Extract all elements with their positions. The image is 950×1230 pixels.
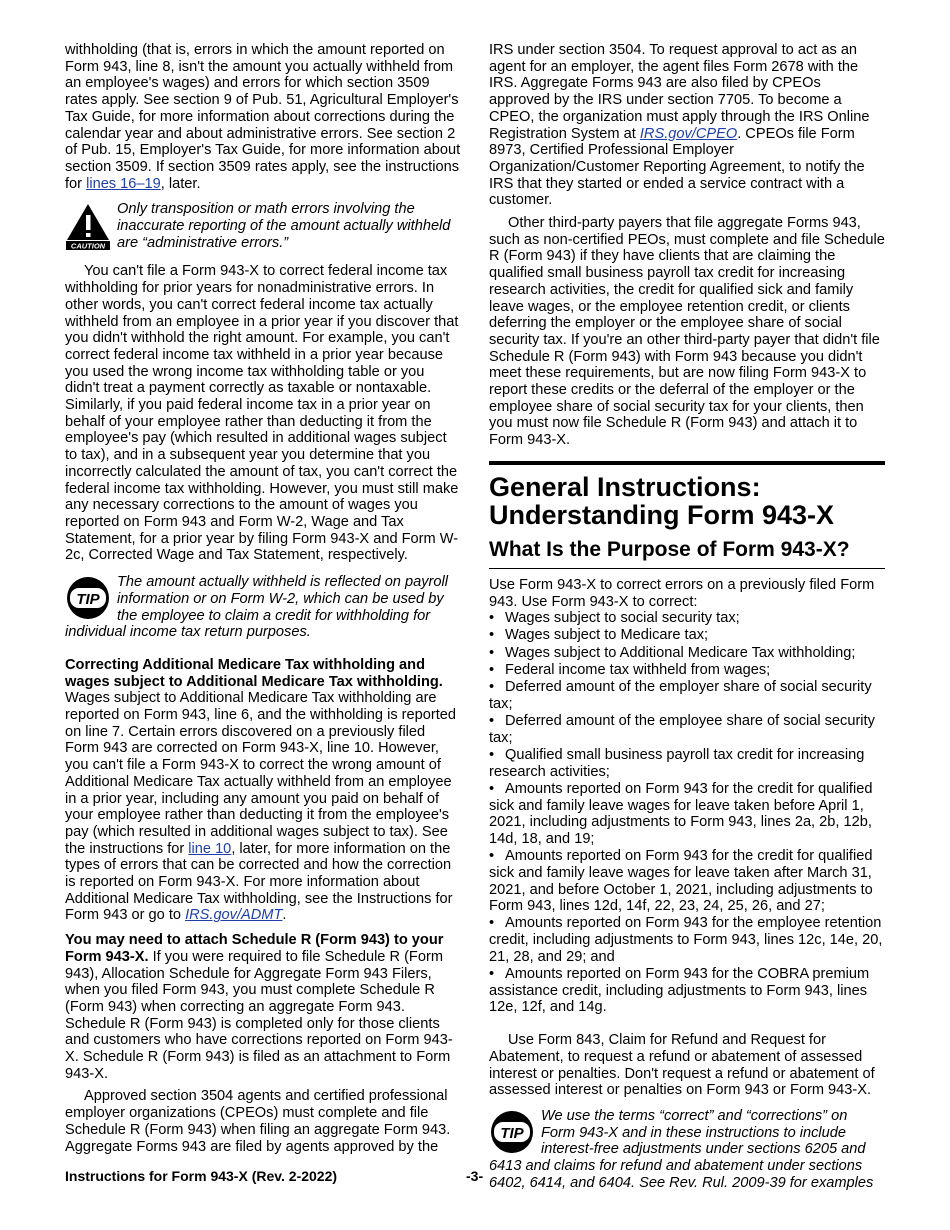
caution-text: Only transposition or math errors involving the inaccurate reporting of the amount actually withheld are “administrative errors.”: [117, 201, 451, 251]
list-item: • Amounts reported on Form 943 for the credit for qualified sick and family leave wages for leave taken before April 1, 2021, including adjustments to Form 943, lines 2a, 2b, 12b, 14d, 18, and 19;: [489, 780, 873, 847]
tip-label: TIP: [76, 591, 100, 609]
footer-title: Instructions for Form 943-X (Rev. 2-2022): [65, 1168, 338, 1184]
correction-list: [489, 610, 885, 1016]
paragraph-approved-agents: Approved section 3504 agents and certified professional employer organizations (CPEOs) must complete and file Schedule R (Form 943) when filing an aggregate Form 943. Aggregate Forms 943 are filed by agents approved by the: [65, 1088, 451, 1155]
tip-icon: [489, 1109, 535, 1157]
link-irs-admt[interactable]: IRS.gov/ADMT: [185, 907, 283, 924]
list-item: • Amounts reported on Form 943 for the employee retention credit, including adjustments to Form 943, lines 12c, 14e, 20, 21, 28, and 29; and: [489, 915, 883, 965]
paragraph-other-third-party: Other third-party payers that file aggregate Forms 943, such as non-certified PEOs, must complete and file Schedule R (Form 943) if they have clients that are claiming the qualified small business payroll tax credit for increasing research activities, the credit for qualified sick and family leave wages, or the employee retention credit, or clients deferring the employer or the employee share of social security tax. If you're an other third-party payer that didn't file Schedule R (Form 943) with Form 943 because you didn't meet these requirements, but are now filing Form 943-X to report these credits or the deferral of the employer or the employee share of social security tax for your clients, then you must now file Schedule R (Form 943) and attach it to Form 943-X.: [489, 215, 885, 449]
caution-note: [65, 201, 461, 251]
right-column: [489, 42, 885, 1191]
subsection-title: What Is the Purpose of Form 943-X?: [489, 538, 885, 569]
link-line-10[interactable]: line 10: [188, 840, 232, 857]
list-item: • Wages subject to Additional Medicare Tax withholding;: [489, 644, 856, 661]
section-title: General Instructions: Understanding Form 943-X: [489, 471, 835, 530]
tip-note-corrections: [489, 1108, 885, 1192]
list-item: • Federal income tax withheld from wages;: [489, 661, 771, 678]
tip-text: The amount actually withheld is reflected on payroll information or on Form W-2, which can be used by the employee to claim a credit for withholding for individual income tax return purposes.: [65, 574, 448, 641]
list-item: • Qualified small business payroll tax credit for increasing research activities;: [489, 746, 865, 780]
section-divider: [489, 461, 885, 465]
tip-icon: [65, 575, 111, 623]
tip-text: We use the terms “correct” and “corrections” on Form 943-X and in these instructions to include interest-free adjustments under sections 6205 and 6413 and claims for refund and abatement under sections 6402, 6414, and 6404. See Rev. Rul. 2009-39 for examples: [489, 1107, 874, 1191]
link-irs-cpeo[interactable]: IRS.gov/CPEO: [639, 125, 738, 142]
link-lines-16-19[interactable]: lines 16–19: [86, 175, 161, 192]
paragraph-additional-medicare: Correcting Additional Medicare Tax withholding and wages subject to Additional Medicare Tax withholding. Wages subject to Additional Medicare Tax withholding are reported on Form 943, line 6, and the withholding is reported on line 7. Certain errors discovered on a previously filed Form 943 are corrected on Form 943-X, line 10. However, you can't file a Form 943-X to correct the wrong amount of Additional Medicare Tax actually withheld from an employee in a prior year, including any amount you paid on behalf of your employee rather than deducting it from the employee's pay (which resulted in additional wages subject to tax). See the instructions for line 10, later, for more information on the types of errors that can be corrected and how the correction is reported on Form 943-X. For more information about Additional Medicare Tax withholding, see the Instructions for Form 943 or go to IRS.gov/ADMT.: [65, 656, 457, 924]
list-item: • Amounts reported on Form 943 for the COBRA premium assistance credit, including adjustments to Form 943, lines 12e, 12f, and 14g.: [489, 966, 870, 1016]
list-item: • Wages subject to social security tax;: [489, 610, 740, 627]
heading-additional-medicare: Correcting Additional Medicare Tax withholding and wages subject to Additional Medicare Tax withholding.: [65, 656, 443, 690]
paragraph-purpose-intro: Use Form 943-X to correct errors on a previously filed Form 943. Use Form 943-X to correct:: [489, 576, 875, 610]
left-column: [65, 42, 461, 1155]
paragraph-cpeo: IRS under section 3504. To request approval to act as an agent for an employer, the agent files Form 2678 with the IRS. Aggregate Forms 943 are also filed by CPEOs approved by the IRS under section 7705. To become a CPEO, the organization must apply through the IRS Online Registration System at IRS.gov/CPEO. CPEOs file Form 8973, Certified Professional Employer Organization/Customer Reporting Agreement, to notify the IRS that they started or ended a service contract with a customer.: [489, 42, 870, 209]
page-number: -3-: [466, 1168, 484, 1184]
caution-label: CAUTION: [70, 241, 106, 251]
paragraph-withholding-errors: withholding (that is, errors in which the amount reported on Form 943, line 8, isn't the amount you actually withheld from an employee's wages) and errors for which section 3509 rates apply. See section 9 of Pub. 51, Agricultural Employer's Tax Guide, for more information about corrections during the calendar year and about administrative errors. See section 2 of Pub. 15, Employer's Tax Guide, for more information about section 3509. If section 3509 rates apply, see the instructions for lines 16–19, later.: [65, 42, 461, 192]
list-item: • Deferred amount of the employer share of social security tax;: [489, 679, 872, 712]
tip-label: TIP: [500, 1124, 524, 1142]
list-item: • Wages subject to Medicare tax;: [489, 627, 709, 644]
paragraph-form-843: Use Form 843, Claim for Refund and Request for Abatement, to request a refund or abatement of assessed interest or penalties. Don't request a refund or abatement of assessed interest or penalties on Form 943 or Form 943-X.: [489, 1032, 875, 1099]
heading-schedule-r: You may need to attach Schedule R (Form 943) to your Form 943-X.: [65, 932, 444, 965]
paragraph-nonadministrative-errors: You can't file a Form 943-X to correct federal income tax withholding for prior years for nonadministrative errors. In other words, you can't correct federal income tax actually withheld from an employee in a prior year if you discover that you didn't withhold the right amount. For example, you can't correct federal income tax withheld in a prior year because you used the wrong income tax withholding table or you didn't treat a payment correctly as taxable or nontaxable. Similarly, if you paid federal income tax in a prior year on behalf of your employee rather than deducting it from the employee's pay (which resulted in additional wages subject to tax), and in a subsequent year you determine that you incorrectly calculated the amount of tax, you can't correct the federal income tax withholding. However, you must still make any necessary corrections to the amount of wages you reported on Form 943 and Form W-2, Wage and Tax Statement, for a prior year by filing Form 943-X and Form W-2c, Corrected Wage and Tax Statement, respectively.: [65, 263, 459, 564]
list-item: • Deferred amount of the employee share of social security tax;: [489, 713, 875, 746]
paragraph-schedule-r: You may need to attach Schedule R (Form 943) to your Form 943-X. If you were required to file Schedule R (Form 943), Allocation Schedule for Aggregate Form 943 Filers, when you filed Form 943, you must complete Schedule R (Form 943) when correcting an aggregate Form 943. Schedule R (Form 943) is completed only for those clients and customers who have corrections reported on Form 943-X. Schedule R (Form 943) is filed as an attachment to Form 943-X.: [65, 932, 453, 1082]
caution-icon: [65, 202, 111, 250]
tip-note-withheld: [65, 574, 461, 641]
list-item: • Amounts reported on Form 943 for the credit for qualified sick and family leave wages for leave taken after March 31, 2021, and before October 1, 2021, including adjustments to Form 943, lines 12d, 14f, 22, 23, 24, 25, 26, and 27;: [489, 848, 873, 915]
